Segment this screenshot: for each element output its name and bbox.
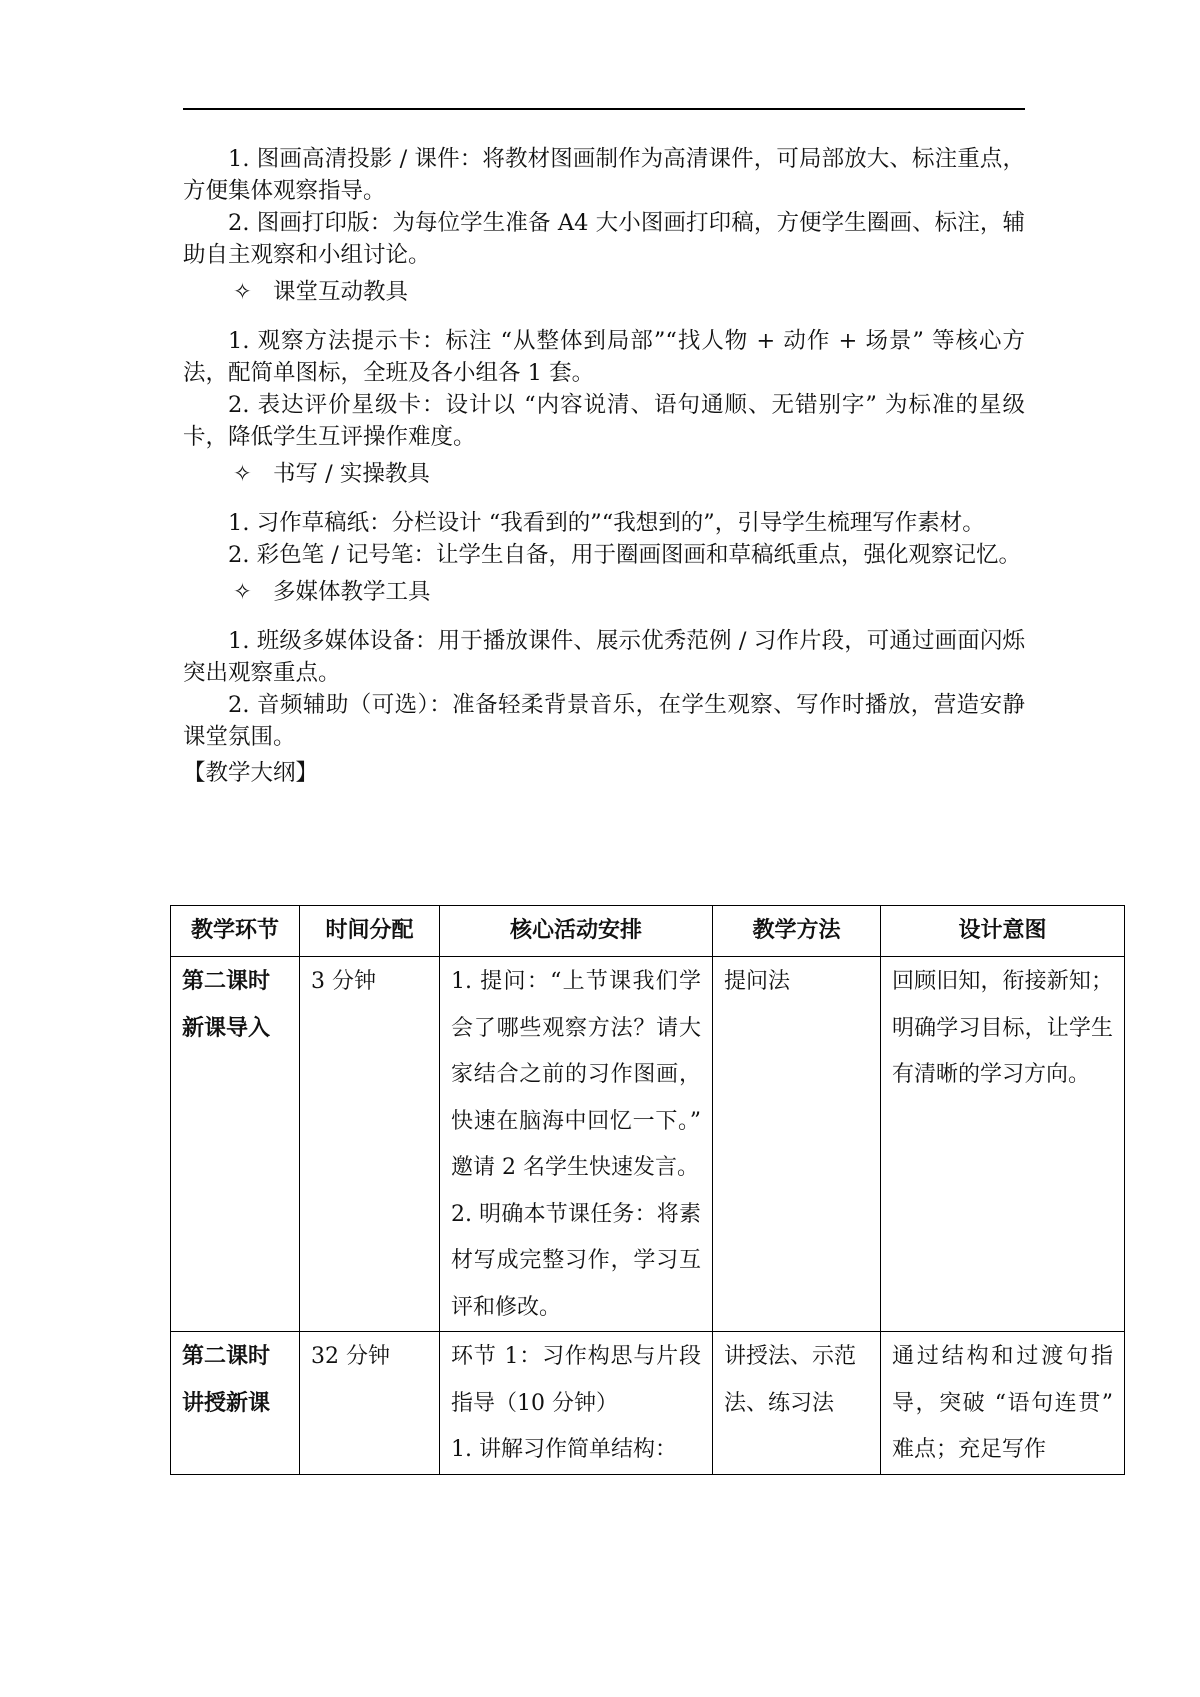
cell-intent: 通过结构和过渡句指导，突破 “语句连贯” 难点；充足写作	[881, 1332, 1125, 1475]
courseware-item-1: 1. 图画高清投影 / 课件：将教材图画制作为高清课件，可局部放大、标注重点，方便集体观察指导。	[183, 146, 1025, 204]
header-activities: 核心活动安排	[440, 906, 713, 957]
cell-intent: 回顾旧知，衔接新知；明确学习目标，让学生有清晰的学习方向。	[881, 957, 1125, 1332]
writing-item-2: 2. 彩色笔 / 记号笔：让学生自备，用于圈画图画和草稿纸重点，强化观察记忆。	[228, 542, 1022, 568]
multimedia-heading	[183, 576, 1025, 608]
table-row	[171, 957, 1125, 1332]
courseware-item-2: 2. 图画打印版：为每位学生准备 A4 大小图画打印稿，方便学生圈画、标注，辅助自主观察和小组讨论。	[183, 210, 1025, 268]
teaching-outline-table	[170, 905, 1125, 1475]
cell-activities: 环节 1：习作构思与片段指导（10 分钟） 1. 讲解习作简单结构：	[440, 1332, 713, 1475]
multimedia-heading-text: 多媒体教学工具	[273, 579, 431, 605]
interactive-heading	[183, 276, 1025, 308]
diamond-bullet-icon: ✧	[233, 461, 252, 487]
cell-method: 讲授法、示范法、练习法	[713, 1332, 881, 1475]
interactive-item-2: 2. 表达评价星级卡：设计以 “内容说清、语句通顺、无错别字” 为标准的星级卡，降低学生互评操作难度。	[183, 392, 1025, 450]
cell-activities: 1. 提问：“上节课我们学会了哪些观察方法？请大家结合之前的习作图画，快速在脑海中回忆一下。” 邀请 2 名学生快速发言。 2. 明确本节课任务：将素材写成完整习作，学习互评和修改。	[440, 957, 713, 1332]
header-method: 教学方法	[713, 906, 881, 957]
diamond-bullet-icon: ✧	[233, 579, 252, 605]
table-header-row	[171, 906, 1125, 957]
table-row	[171, 1332, 1125, 1475]
cell-stage: 第二课时新课导入	[171, 957, 300, 1332]
header-time: 时间分配	[300, 906, 440, 957]
header-rule	[183, 108, 1025, 110]
interactive-heading-text: 课堂互动教具	[273, 279, 409, 305]
outline-title: 【教学大纲】	[183, 760, 319, 786]
header-intent: 设计意图	[881, 906, 1125, 957]
diamond-bullet-icon: ✧	[233, 279, 252, 305]
multimedia-item-1: 1. 班级多媒体设备：用于播放课件、展示优秀范例 / 习作片段，可通过画面闪烁突出观察重点。	[183, 628, 1025, 686]
cell-stage: 第二课时讲授新课	[171, 1332, 300, 1475]
multimedia-item-2: 2. 音频辅助（可选）：准备轻柔背景音乐，在学生观察、写作时播放，营造安静课堂氛围。	[183, 692, 1025, 750]
header-stage: 教学环节	[171, 906, 300, 957]
cell-method: 提问法	[713, 957, 881, 1332]
writing-heading-text: 书写 / 实操教具	[273, 461, 430, 487]
writing-item-1: 1. 习作草稿纸：分栏设计 “我看到的”“我想到的”，引导学生梳理写作素材。	[228, 510, 985, 536]
cell-time: 3 分钟	[300, 957, 440, 1332]
writing-heading	[183, 458, 1025, 490]
interactive-item-1: 1. 观察方法提示卡：标注 “从整体到局部”“找人物 + 动作 + 场景” 等核心方法，配简单图标，全班及各小组各 1 套。	[183, 328, 1025, 386]
cell-time: 32 分钟	[300, 1332, 440, 1475]
document-body	[183, 143, 1025, 789]
